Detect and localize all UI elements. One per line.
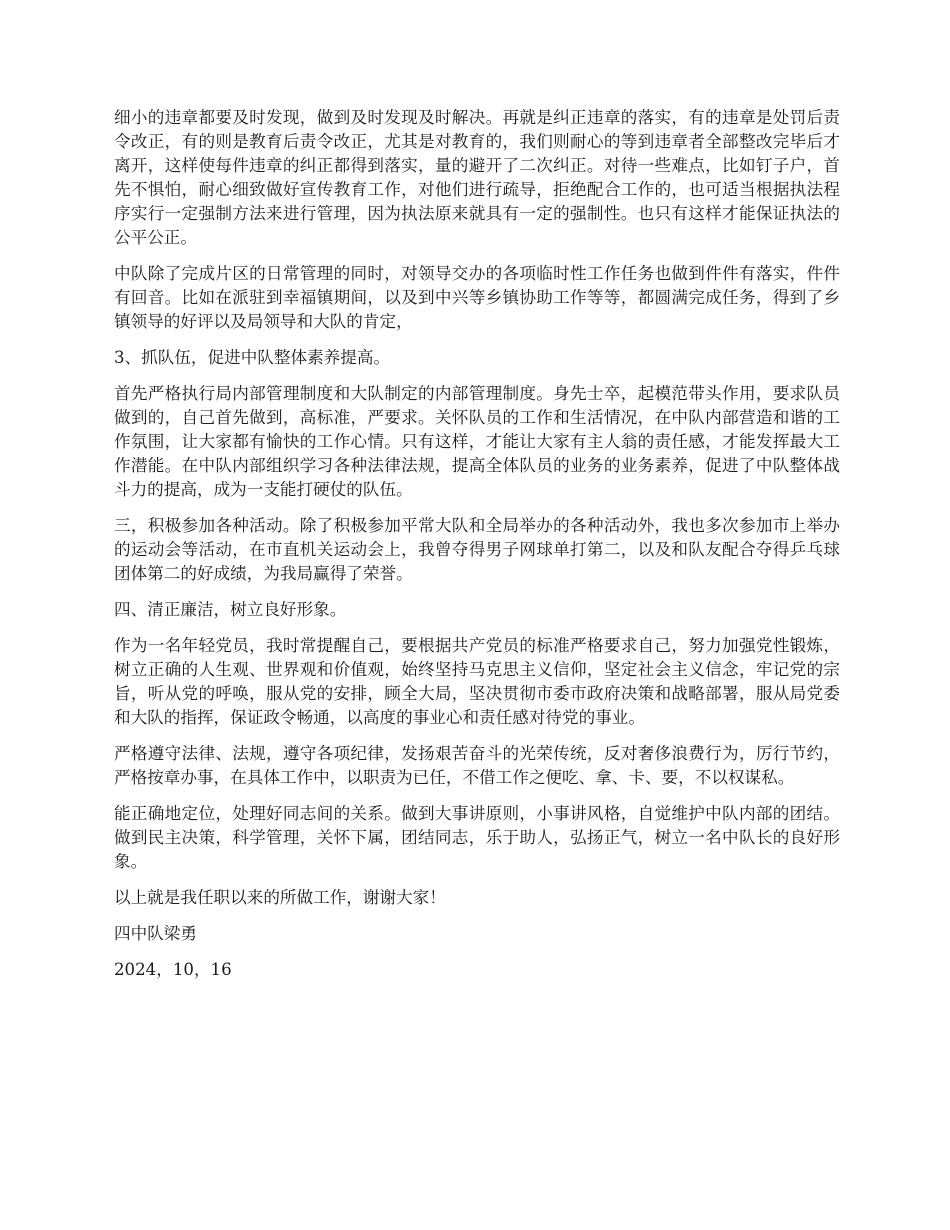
document-date: 2024，10，16 — [114, 960, 232, 979]
paragraph-violation-correction: 细小的违章都要及时发现，做到及时发现及时解决。再就是纠正违章的落实，有的违章是处罚后责令改正，有的则是教育后责令改正，尤其是对教育的，我们则耐心的等到违章者全部整改完毕后才离开，这样使每件违章的纠正都得到落实，量的避开了二次纠正。对待一些难点，比如钉子户，首先不惧怕，耐心细致做好宣传教育工作，对他们进行疏导，拒绝配合工作的，也可适当根据执法程序实行一定强制方法来进行管理，因为执法原来就具有一定的强制性。也只有这样才能保证执法的公平公正。 — [114, 108, 840, 247]
paragraph-party-member: 作为一名年轻党员，我时常提醒自己，要根据共产党员的标准严格要求自己，努力加强党性锻炼，树立正确的人生观、世界观和价值观，始终坚持马克思主义信仰，坚定社会主义信念，牢记党的宗旨，听从党的呼唤，服从党的安排，顾全大局，坚决贯彻市委市政府决策和战略部署，服从局党委和大队的指挥，保证政令畅通，以高度的事业心和责任感对待党的事业。 — [114, 636, 840, 727]
paragraph-discipline: 严格遵守法律、法规，遵守各项纪律，发扬艰苦奋斗的光荣传统，反对奢侈浪费行为，厉行节约，严格按章办事，在具体工作中，以职责为已任，不借工作之便吃、拿、卡、要，不以权谋私。 — [114, 744, 840, 787]
section-heading-integrity: 四、清正廉洁，树立良好形象。 — [114, 600, 347, 619]
document-body — [114, 106, 840, 994]
paragraph-internal-management: 首先严格执行局内部管理制度和大队制定的内部管理制度。身先士卒，起模范带头作用，要求队员做到的，自己首先做到，高标准，严要求。关怀队员的工作和生活情况，在中队内部营造和谐的工作氛围，让大家都有愉快的工作心情。只有这样，才能让大家有主人翁的责任感，才能发挥最大工作潜能。在中队内部组织学习各种法律法规，提高全体队员的业务的业务素养，促进了中队整体战斗力的提高，成为一支能打硬仗的队伍。 — [114, 384, 840, 499]
paragraph-relationships: 能正确地定位，处理好同志间的关系。做到大事讲原则，小事讲风格，自觉维护中队内部的团结。做到民主决策，科学管理，关怀下属，团结同志，乐于助人，弘扬正气，树立一名中队长的良好形象。 — [114, 804, 840, 871]
closing-remark: 以上就是我任职以来的所做工作，谢谢大家！ — [114, 888, 446, 907]
author-signature: 四中队梁勇 — [114, 924, 197, 943]
paragraph-activities: 三，积极参加各种活动。除了积极参加平常大队和全局举办的各种活动外，我也多次参加市上举办的运动会等活动，在市直机关运动会上，我曾夺得男子网球单打第二，以及和队友配合夺得乒乓球团体第二的好成绩，为我局赢得了荣誉。 — [114, 516, 840, 583]
section-heading-team-building: 3、抓队伍，促进中队整体素养提高。 — [114, 348, 391, 367]
paragraph-temporary-tasks: 中队除了完成片区的日常管理的同时，对领导交办的各项临时性工作任务也做到件件有落实，件件有回音。比如在派驻到幸福镇期间，以及到中兴等乡镇协助工作等等，都圆满完成任务，得到了乡镇领导的好评以及局领导和大队的肯定， — [114, 264, 840, 331]
